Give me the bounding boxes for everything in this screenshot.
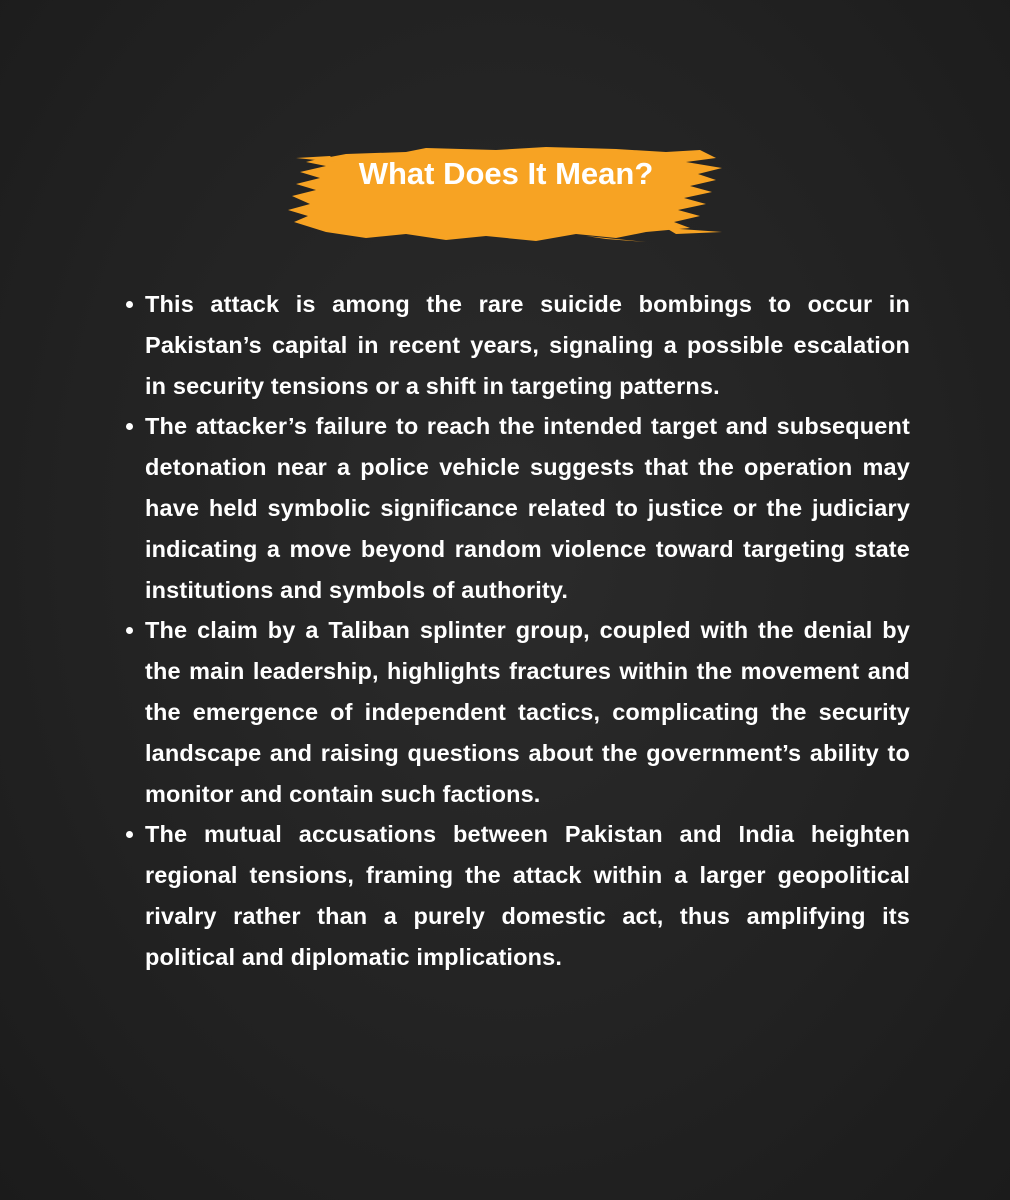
bullet-list bbox=[120, 284, 910, 978]
bullet-item bbox=[120, 610, 910, 814]
heading-block bbox=[286, 146, 726, 246]
bullet-dot-icon bbox=[126, 301, 133, 308]
bullet-text: The attacker’s failure to reach the intended target and subsequent detonation near a police vehicle suggests that the operation may have held symbolic significance related to justice or the judiciary indicating a move beyond random violence toward targeting state institutions and symbols of authority. bbox=[145, 413, 910, 603]
bullet-text: This attack is among the rare suicide bombings to occur in Pakistan’s capital in recent years, signaling a possible escalation in security tensions or a shift in targeting patterns. bbox=[145, 291, 910, 399]
bullet-item bbox=[120, 406, 910, 610]
page-title: What Does It Mean? bbox=[358, 156, 654, 191]
bullet-item bbox=[120, 284, 910, 406]
bullet-text: The mutual accusations between Pakistan and India heighten regional tensions, framing the attack within a larger geopolitical rivalry rather than a purely domestic act, thus amplifying its political and diplomatic implications. bbox=[145, 821, 910, 970]
bullet-dot-icon bbox=[126, 423, 133, 430]
bullet-dot-icon bbox=[126, 627, 133, 634]
bullet-item bbox=[120, 814, 910, 977]
bullet-dot-icon bbox=[126, 831, 133, 838]
bullet-text: The claim by a Taliban splinter group, coupled with the denial by the main leadership, highlights fractures within the movement and the emergence of independent tactics, complicating the security landscape and raising questions about the government’s ability to monitor and contain such factions. bbox=[145, 617, 910, 807]
